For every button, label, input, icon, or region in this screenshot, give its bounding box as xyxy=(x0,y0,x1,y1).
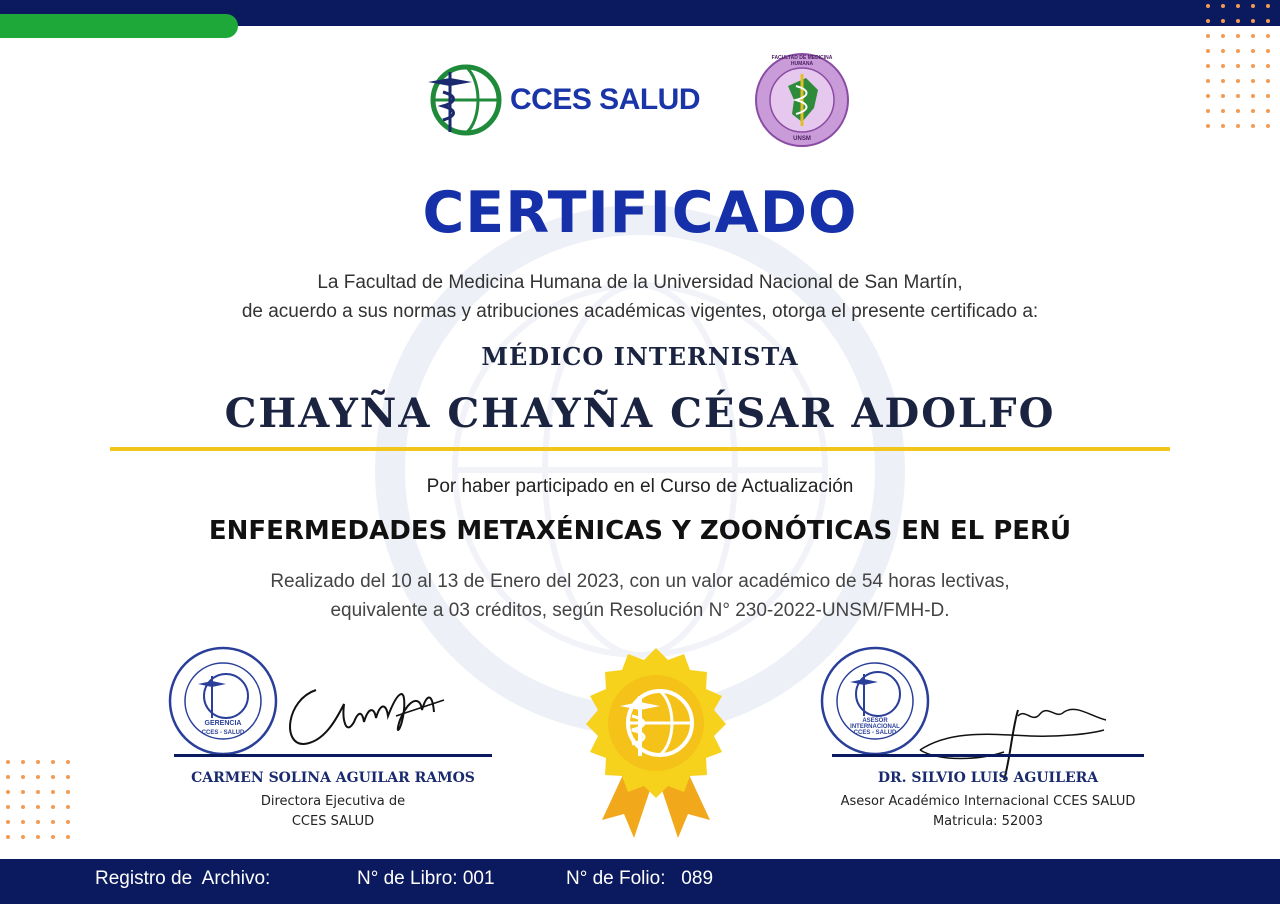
left-signer-name: CARMEN SOLINA AGUILAR RAMOS xyxy=(191,770,475,786)
right-stamp-sub: CCES - SALUD xyxy=(853,730,897,736)
recipient-profession: MÉDICO INTERNISTA xyxy=(481,342,799,371)
intro-line-1: La Facultad de Medicina Humana de la Universidad Nacional de San Martín, xyxy=(317,272,963,293)
folio-number: N° de Folio: 089 xyxy=(566,868,714,889)
right-signature-line xyxy=(832,754,1144,757)
seal-top-text: FACULTAD DE MEDICINA HUMANA xyxy=(771,55,833,67)
certificate-title: CERTIFICADO xyxy=(422,180,858,246)
details-line-1: Realizado del 10 al 13 de Enero del 2023, con un valor académico de 54 horas lectivas, xyxy=(270,571,1010,592)
left-role-line-1: Directora Ejecutiva de xyxy=(260,794,406,809)
top-green-bar xyxy=(0,14,238,38)
course-title: ENFERMEDADES METAXÉNICAS Y ZOONÓTICAS EN EL PERÚ xyxy=(208,516,1072,546)
left-stamp-sub: CCES - SALUD xyxy=(201,730,245,736)
award-seal-icon xyxy=(576,644,736,838)
seal-bottom-text: UNSM xyxy=(793,136,811,142)
dot-grid-top-right xyxy=(1206,4,1270,128)
logo-text: CCES SALUD xyxy=(510,83,701,116)
left-stamp xyxy=(168,646,278,756)
left-signature-line xyxy=(174,754,492,757)
left-signer-role xyxy=(160,792,506,832)
cces-logo xyxy=(424,58,714,142)
recipient-name: CHAYÑA CHAYÑA CÉSAR ADOLFO xyxy=(224,390,1056,437)
left-signature xyxy=(276,660,456,752)
dot-grid-bottom-left xyxy=(6,760,70,839)
intro-line-2: de acuerdo a sus normas y atribuciones académicas vigentes, otorga el presente certificado a: xyxy=(241,301,1039,322)
participation-text: Por haber participado en el Curso de Actualización xyxy=(426,476,854,497)
libro-number: N° de Libro: 001 xyxy=(357,868,495,889)
intro-text xyxy=(0,268,1280,326)
left-stamp-label: GERENCIA xyxy=(204,720,242,727)
gold-divider xyxy=(110,447,1170,451)
right-stamp-label: ASESOR INTERNACIONAL xyxy=(850,718,900,730)
registro-label: Registro de Archivo: xyxy=(95,868,271,889)
caduceus-globe-icon xyxy=(424,60,504,140)
left-role-line-2: CCES SALUD xyxy=(291,814,375,829)
details-line-2: equivalente a 03 créditos, según Resolución N° 230-2022-UNSM/FMH-D. xyxy=(330,600,950,621)
right-signer-role xyxy=(810,792,1166,832)
course-details xyxy=(0,567,1280,625)
fmh-unsm-seal xyxy=(754,52,850,148)
right-role-line-1: Asesor Académico Internacional CCES SALUD xyxy=(840,794,1136,809)
right-role-line-2: Matricula: 52003 xyxy=(932,814,1044,829)
right-signer-name: DR. SILVIO LUIS AGUILERA xyxy=(877,770,1099,786)
